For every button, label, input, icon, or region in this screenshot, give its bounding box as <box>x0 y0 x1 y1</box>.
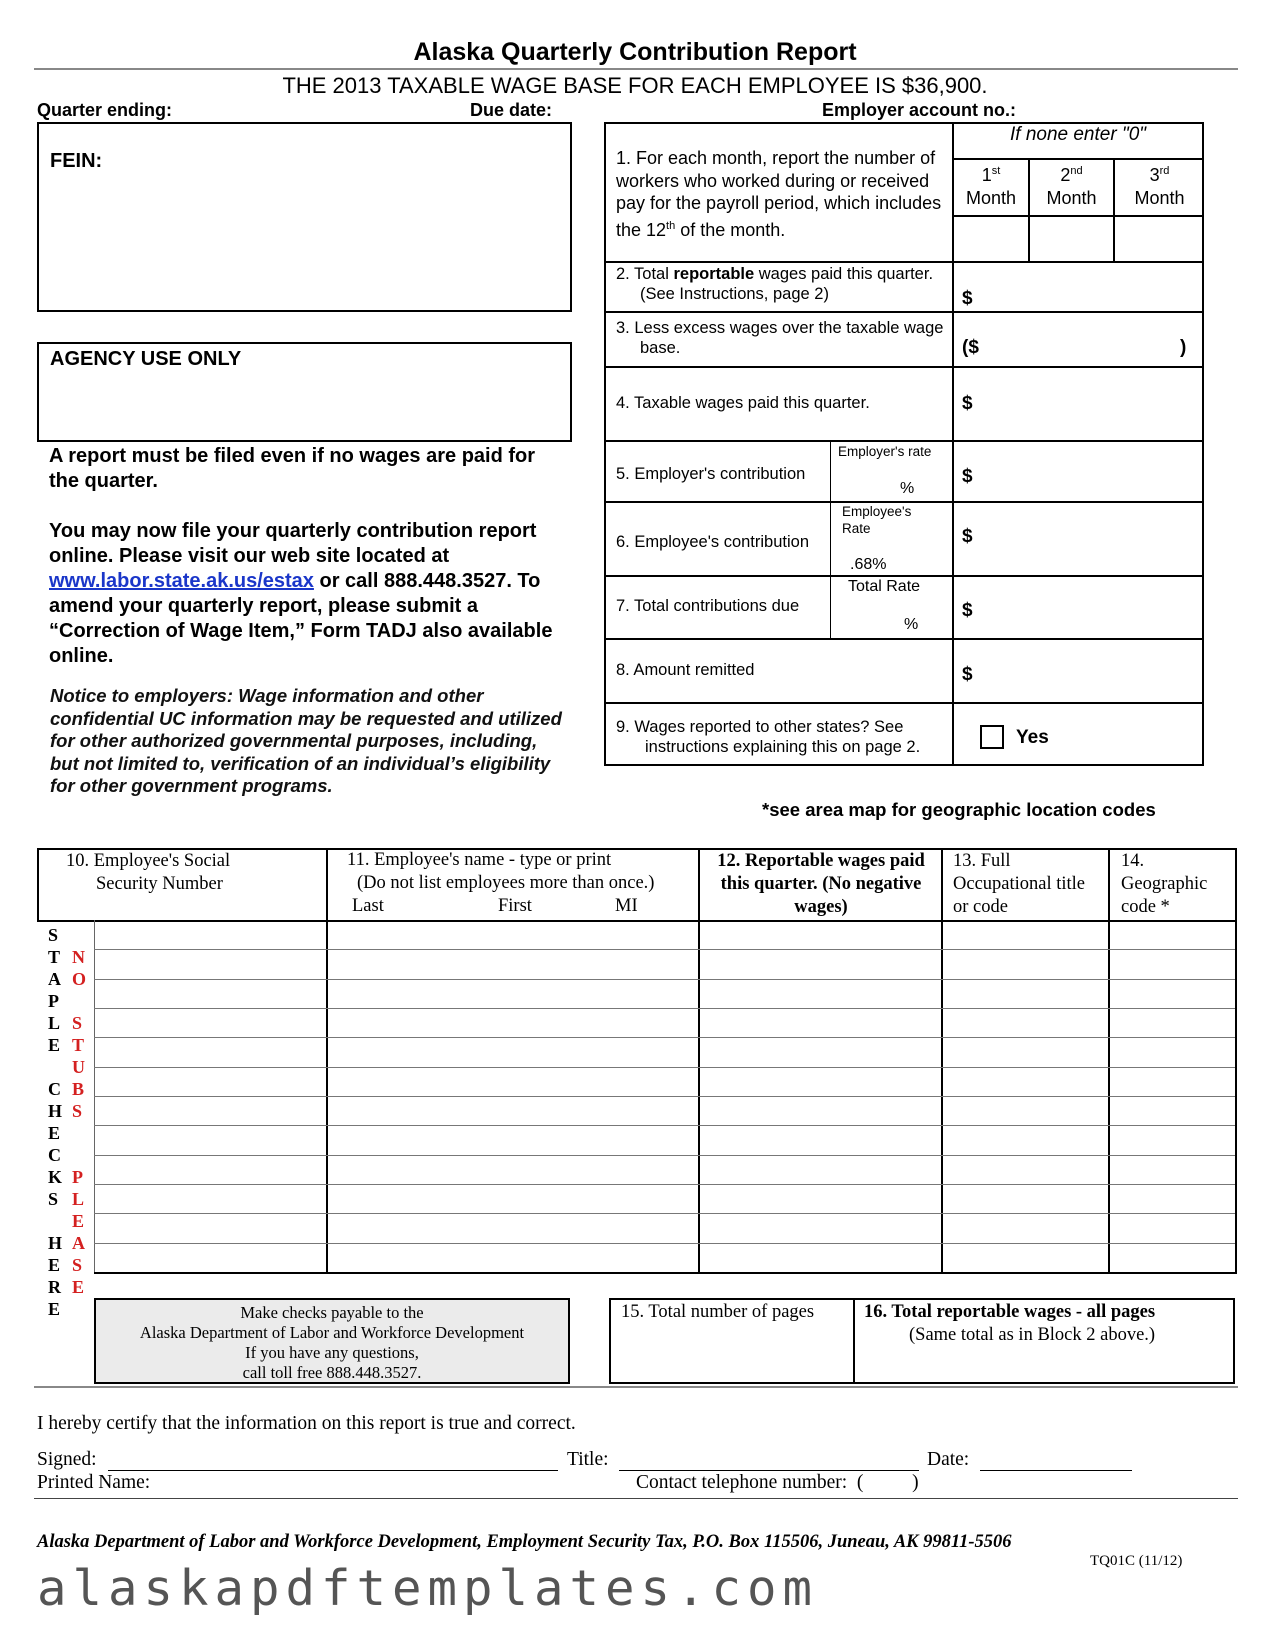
col-11-first: First <box>498 896 532 916</box>
occupational-title-cell[interactable] <box>943 950 1108 977</box>
ssn-cell[interactable] <box>96 950 326 977</box>
title-line[interactable] <box>619 1470 919 1471</box>
date-label: Date: <box>927 1449 970 1470</box>
item-1-text-main: 1. For each month, report the number of workers who worked during or received pay for the payroll period, which includes the 12 <box>616 148 942 240</box>
item-6-label: 6. Employee's contribution <box>616 533 810 551</box>
employee-name-cell[interactable] <box>328 1038 698 1065</box>
reportable-wages-cell[interactable] <box>700 1126 941 1153</box>
item-8-dollar[interactable]: $ <box>962 664 973 685</box>
item-7-dollar[interactable]: $ <box>962 600 973 621</box>
staple-letter: H <box>48 1101 63 1121</box>
staple-letter: E <box>48 1123 61 1143</box>
employee-name-cell[interactable] <box>328 1185 698 1212</box>
item-4-dollar[interactable]: $ <box>962 393 973 414</box>
item-3-dollar-close: ) <box>1180 337 1187 358</box>
item-2-text-post: wages paid this quarter. (See Instructions, page 2) <box>640 265 934 303</box>
certify-statement: I hereby certify that the information on this report is true and correct. <box>37 1413 576 1434</box>
employee-name-cell[interactable] <box>328 1126 698 1153</box>
month-1-field[interactable] <box>954 217 1028 261</box>
employee-name-cell[interactable] <box>328 921 698 948</box>
payable-line-1: Make checks payable to the <box>240 1303 424 1322</box>
ssn-cell[interactable] <box>96 1214 326 1241</box>
geographic-code-cell[interactable] <box>1110 980 1235 1007</box>
item-2-text-pre: 2. Total <box>616 265 674 283</box>
no-stubs-letter <box>72 1122 88 1144</box>
item-6-rate-value: .68% <box>850 556 887 573</box>
staple-letter: K <box>48 1167 63 1187</box>
geographic-code-cell[interactable] <box>1110 1068 1235 1095</box>
fein-label: FEIN: <box>50 150 103 172</box>
item-1-text-tail: of the month. <box>675 219 786 240</box>
no-stubs-letter: S <box>72 1013 83 1033</box>
ssn-cell[interactable] <box>96 1068 326 1095</box>
reportable-wages-cell[interactable] <box>700 1214 941 1241</box>
occupational-title-cell[interactable] <box>943 921 1108 948</box>
no-stubs-letter: S <box>72 1255 83 1275</box>
occupational-title-cell[interactable] <box>943 980 1108 1007</box>
col-14-header: 14. Geographic code * <box>1121 851 1208 917</box>
row-rule-7 <box>604 638 1204 640</box>
month-3-sup: rd <box>1159 165 1170 177</box>
payable-line-2: Alaska Department of Labor and Workforce Development <box>139 1323 525 1342</box>
col-10-header: 10. Employee's Social Security Number <box>66 851 231 894</box>
item-9-label: 9. Wages reported to other states? See instructions explaining this on page 2. <box>616 718 921 756</box>
title-rule <box>34 68 1238 70</box>
item-5-dollar[interactable]: $ <box>962 466 973 487</box>
fein-box[interactable] <box>37 122 572 312</box>
ssn-cell[interactable] <box>96 1126 326 1153</box>
item-3-dollar-open[interactable]: ($ <box>962 337 979 358</box>
agency-use-box <box>37 342 572 442</box>
date-line[interactable] <box>980 1470 1132 1471</box>
no-stubs-letter <box>72 924 88 946</box>
table-right-border <box>1235 848 1237 1272</box>
staple-letter: T <box>48 947 61 967</box>
geographic-code-cell[interactable] <box>1110 1244 1235 1271</box>
no-stubs-letter: U <box>72 1057 85 1077</box>
ssn-cell[interactable] <box>96 1097 326 1124</box>
row-rule-4 <box>604 440 1204 442</box>
signed-line[interactable] <box>108 1470 558 1471</box>
month-2-field[interactable] <box>1030 217 1113 261</box>
item-2-dollar[interactable]: $ <box>962 288 973 309</box>
staple-letter: P <box>48 991 59 1011</box>
col-11-mi: MI <box>615 896 638 916</box>
employee-name-cell[interactable] <box>328 980 698 1007</box>
reportable-wages-cell[interactable] <box>700 950 941 977</box>
reportable-wages-cell[interactable] <box>700 1156 941 1183</box>
reportable-wages-cell[interactable] <box>700 1185 941 1212</box>
item-7-label: 7. Total contributions due <box>616 597 800 615</box>
item-6-dollar[interactable]: $ <box>962 526 973 547</box>
reportable-wages-cell[interactable] <box>700 921 941 948</box>
item-1-text <box>616 147 946 241</box>
staple-letter: S <box>48 925 59 945</box>
staple-letter: R <box>48 1277 61 1297</box>
employee-name-cell[interactable] <box>328 1156 698 1183</box>
month-1-header <box>954 160 1028 210</box>
employer-account-label: Employer account no.: <box>822 100 1017 120</box>
staple-letter: E <box>48 1035 61 1055</box>
address-top-rule <box>34 1498 1238 1499</box>
no-stubs-letter: O <box>72 969 87 989</box>
staple-letter: C <box>48 1145 61 1165</box>
month-1-sup: st <box>991 165 1001 177</box>
row-rule-6 <box>604 575 1204 577</box>
agency-use-label: AGENCY USE ONLY <box>50 348 242 370</box>
no-stubs-letter: N <box>72 947 85 967</box>
table-left-border <box>37 848 39 920</box>
ssn-cell[interactable] <box>96 1156 326 1183</box>
online-filing-text-1: You may now file your quarterly contribution report online. Please visit our web site located at <box>49 520 537 567</box>
title-label: Title: <box>567 1449 609 1470</box>
occupational-title-cell[interactable] <box>943 1244 1108 1271</box>
payable-box <box>94 1298 570 1384</box>
ssn-cell[interactable] <box>96 1185 326 1212</box>
staple-letter <box>48 1210 64 1232</box>
online-filing-text-2: or call 888.448.3527. To amend your quarterly report, please submit a “Correction of Wage Item,” Form TADJ also available online. <box>49 570 553 667</box>
estax-link[interactable]: www.labor.state.ak.us/estax <box>49 570 314 592</box>
geographic-code-cell[interactable] <box>1110 1185 1235 1212</box>
item-7-rate-unit[interactable]: % <box>904 616 919 633</box>
printed-name-label: Printed Name: <box>37 1472 151 1493</box>
occupational-title-cell[interactable] <box>943 1068 1108 1095</box>
table-bottom-rule <box>94 1272 1237 1274</box>
month-1-label: Month <box>965 188 1017 208</box>
month-3-number: 3 <box>1149 165 1160 185</box>
item-15-label[interactable]: 15. Total number of pages <box>621 1302 815 1322</box>
geographic-code-cell[interactable] <box>1110 1126 1235 1153</box>
employer-confidentiality-notice: Notice to employers: Wage information and other confidential UC information may be requested and utilized for other authorized governmental purposes, including, but not limited to, verification of an individual’s eligibility for other government programs. <box>50 685 562 796</box>
no-stubs-letter: S <box>72 1101 83 1121</box>
reportable-wages-cell[interactable] <box>700 980 941 1007</box>
geographic-code-cell[interactable] <box>1110 1038 1235 1065</box>
month-2-sup: nd <box>1070 165 1083 177</box>
ssn-cell[interactable] <box>96 1244 326 1271</box>
reportable-wages-cell[interactable] <box>700 1244 941 1271</box>
staple-letter: E <box>48 1299 61 1319</box>
staple-checks-here <box>48 924 64 1320</box>
item-5-rate-unit[interactable]: % <box>900 480 915 497</box>
employee-name-cell[interactable] <box>328 950 698 977</box>
col-11-last: Last <box>352 896 384 916</box>
staple-letter: L <box>48 1013 61 1033</box>
no-stubs-letter: A <box>72 1233 85 1253</box>
quarter-ending-label: Quarter ending: <box>37 100 173 120</box>
signed-label: Signed: <box>37 1449 97 1470</box>
online-filing-notice <box>49 519 564 669</box>
row-rule-3 <box>604 366 1204 368</box>
no-stubs-letter: E <box>72 1211 85 1231</box>
contact-phone-label[interactable]: Contact telephone number: ( ) <box>636 1472 919 1493</box>
month-2-header <box>1030 160 1113 210</box>
reportable-wages-cell[interactable] <box>700 1097 941 1124</box>
rate-column-divider <box>830 440 831 638</box>
employee-name-cell[interactable] <box>328 1244 698 1271</box>
reportable-wages-cell[interactable] <box>700 1068 941 1095</box>
reportable-wages-cell[interactable] <box>700 1009 941 1036</box>
occupational-title-cell[interactable] <box>943 1097 1108 1124</box>
staple-letter: H <box>48 1233 63 1253</box>
no-stubs-letter: B <box>72 1079 85 1099</box>
totals-divider <box>853 1298 855 1384</box>
item-2-text-bold: reportable <box>673 265 755 283</box>
no-stubs-letter: P <box>72 1167 83 1187</box>
staple-letter: E <box>48 1255 61 1275</box>
row-rule-8 <box>604 702 1204 704</box>
no-stubs-letter <box>72 990 88 1012</box>
if-none-note: If none enter "0" <box>1009 124 1147 145</box>
employee-name-cell[interactable] <box>328 1097 698 1124</box>
item-16-label[interactable]: 16. Total reportable wages - all pages <box>864 1302 1156 1322</box>
item-6-rate-label: Employee's Rate <box>842 504 912 536</box>
row-rule-2 <box>604 311 1204 313</box>
report-required-notice: A report must be filed even if no wages are paid for the quarter. <box>49 445 536 492</box>
month-2-number: 2 <box>1060 165 1071 185</box>
no-stubs-letter: L <box>72 1189 85 1209</box>
due-date-label: Due date: <box>470 100 553 120</box>
month-3-header <box>1115 160 1204 210</box>
month-3-label: Month <box>1134 188 1185 208</box>
item-4-label: 4. Taxable wages paid this quarter. <box>616 394 870 412</box>
item-2-label <box>616 264 970 304</box>
occupational-title-cell[interactable] <box>943 1185 1108 1212</box>
staple-letter: C <box>48 1079 61 1099</box>
item-3-label: 3. Less excess wages over the taxable wage base. <box>616 319 944 357</box>
staple-letter: S <box>48 1189 59 1209</box>
no-stubs-please <box>72 924 88 1298</box>
geographic-code-cell[interactable] <box>1110 1156 1235 1183</box>
occupational-title-cell[interactable] <box>943 1214 1108 1241</box>
col-11-header-1: 11. Employee's name - type or print <box>347 850 612 870</box>
item-8-label: 8. Amount remitted <box>616 661 755 679</box>
employee-name-cell[interactable] <box>328 1068 698 1095</box>
payable-line-3: If you have any questions, <box>245 1343 419 1362</box>
agency-address: Alaska Department of Labor and Workforce Development, Employment Security Tax, P.O. Box 115506, Juneau, AK 99811-5506 <box>37 1532 1012 1552</box>
payable-line-4: call toll free 888.448.3527. <box>242 1363 422 1382</box>
item-9-yes-label: Yes <box>1016 727 1049 748</box>
month-2-label: Month <box>1046 188 1097 208</box>
item-5-label: 5. Employer's contribution <box>616 465 806 483</box>
watermark-text: alaskapdftemplates.com <box>37 1560 819 1617</box>
geographic-code-cell[interactable] <box>1110 1214 1235 1241</box>
ssn-cell[interactable] <box>96 1009 326 1036</box>
item-7-rate-label: Total Rate <box>848 578 921 595</box>
geographic-code-cell[interactable] <box>1110 950 1235 977</box>
ssn-cell[interactable] <box>96 921 326 948</box>
col-12-header: 12. Reportable wages paid this quarter. (No negative wages) <box>717 851 925 917</box>
no-stubs-letter: T <box>72 1035 85 1055</box>
geographic-code-cell[interactable] <box>1110 1009 1235 1036</box>
no-stubs-letter <box>72 1144 88 1166</box>
staple-letter <box>48 1056 64 1078</box>
ssn-cell[interactable] <box>96 1038 326 1065</box>
employee-name-cell[interactable] <box>328 1214 698 1241</box>
page-title: Alaska Quarterly Contribution Report <box>413 38 857 66</box>
geographic-code-cell[interactable] <box>1110 1097 1235 1124</box>
occupational-title-cell[interactable] <box>943 1126 1108 1153</box>
occupational-title-cell[interactable] <box>943 1156 1108 1183</box>
taxable-wage-base-notice: THE 2013 TAXABLE WAGE BASE FOR EACH EMPLOYEE IS $36,900. <box>282 73 988 98</box>
month-1-number: 1 <box>981 165 992 185</box>
item-5-rate-label: Employer's rate <box>838 444 932 459</box>
col-13-header: 13. Full Occupational title or code <box>953 851 1086 917</box>
col-11-header-2: (Do not list employees more than once.) <box>357 873 655 893</box>
no-stubs-letter: E <box>72 1277 85 1297</box>
area-map-note: *see area map for geographic location codes <box>762 799 1156 820</box>
occupational-title-cell[interactable] <box>943 1009 1108 1036</box>
occupational-title-cell[interactable] <box>943 1038 1108 1065</box>
staple-letter: A <box>48 969 61 989</box>
ssn-cell[interactable] <box>96 980 326 1007</box>
item-1-sup: th <box>666 219 676 232</box>
item-16-sublabel: (Same total as in Block 2 above.) <box>909 1325 1156 1345</box>
other-states-yes-checkbox[interactable] <box>980 725 1004 749</box>
geographic-code-cell[interactable] <box>1110 921 1235 948</box>
employee-name-cell[interactable] <box>328 1009 698 1036</box>
month-3-field[interactable] <box>1115 217 1204 261</box>
row-rule-1 <box>604 261 1204 263</box>
form-code: TQ01C (11/12) <box>1090 1553 1183 1569</box>
certify-top-rule <box>34 1386 1238 1388</box>
reportable-wages-cell[interactable] <box>700 1038 941 1065</box>
